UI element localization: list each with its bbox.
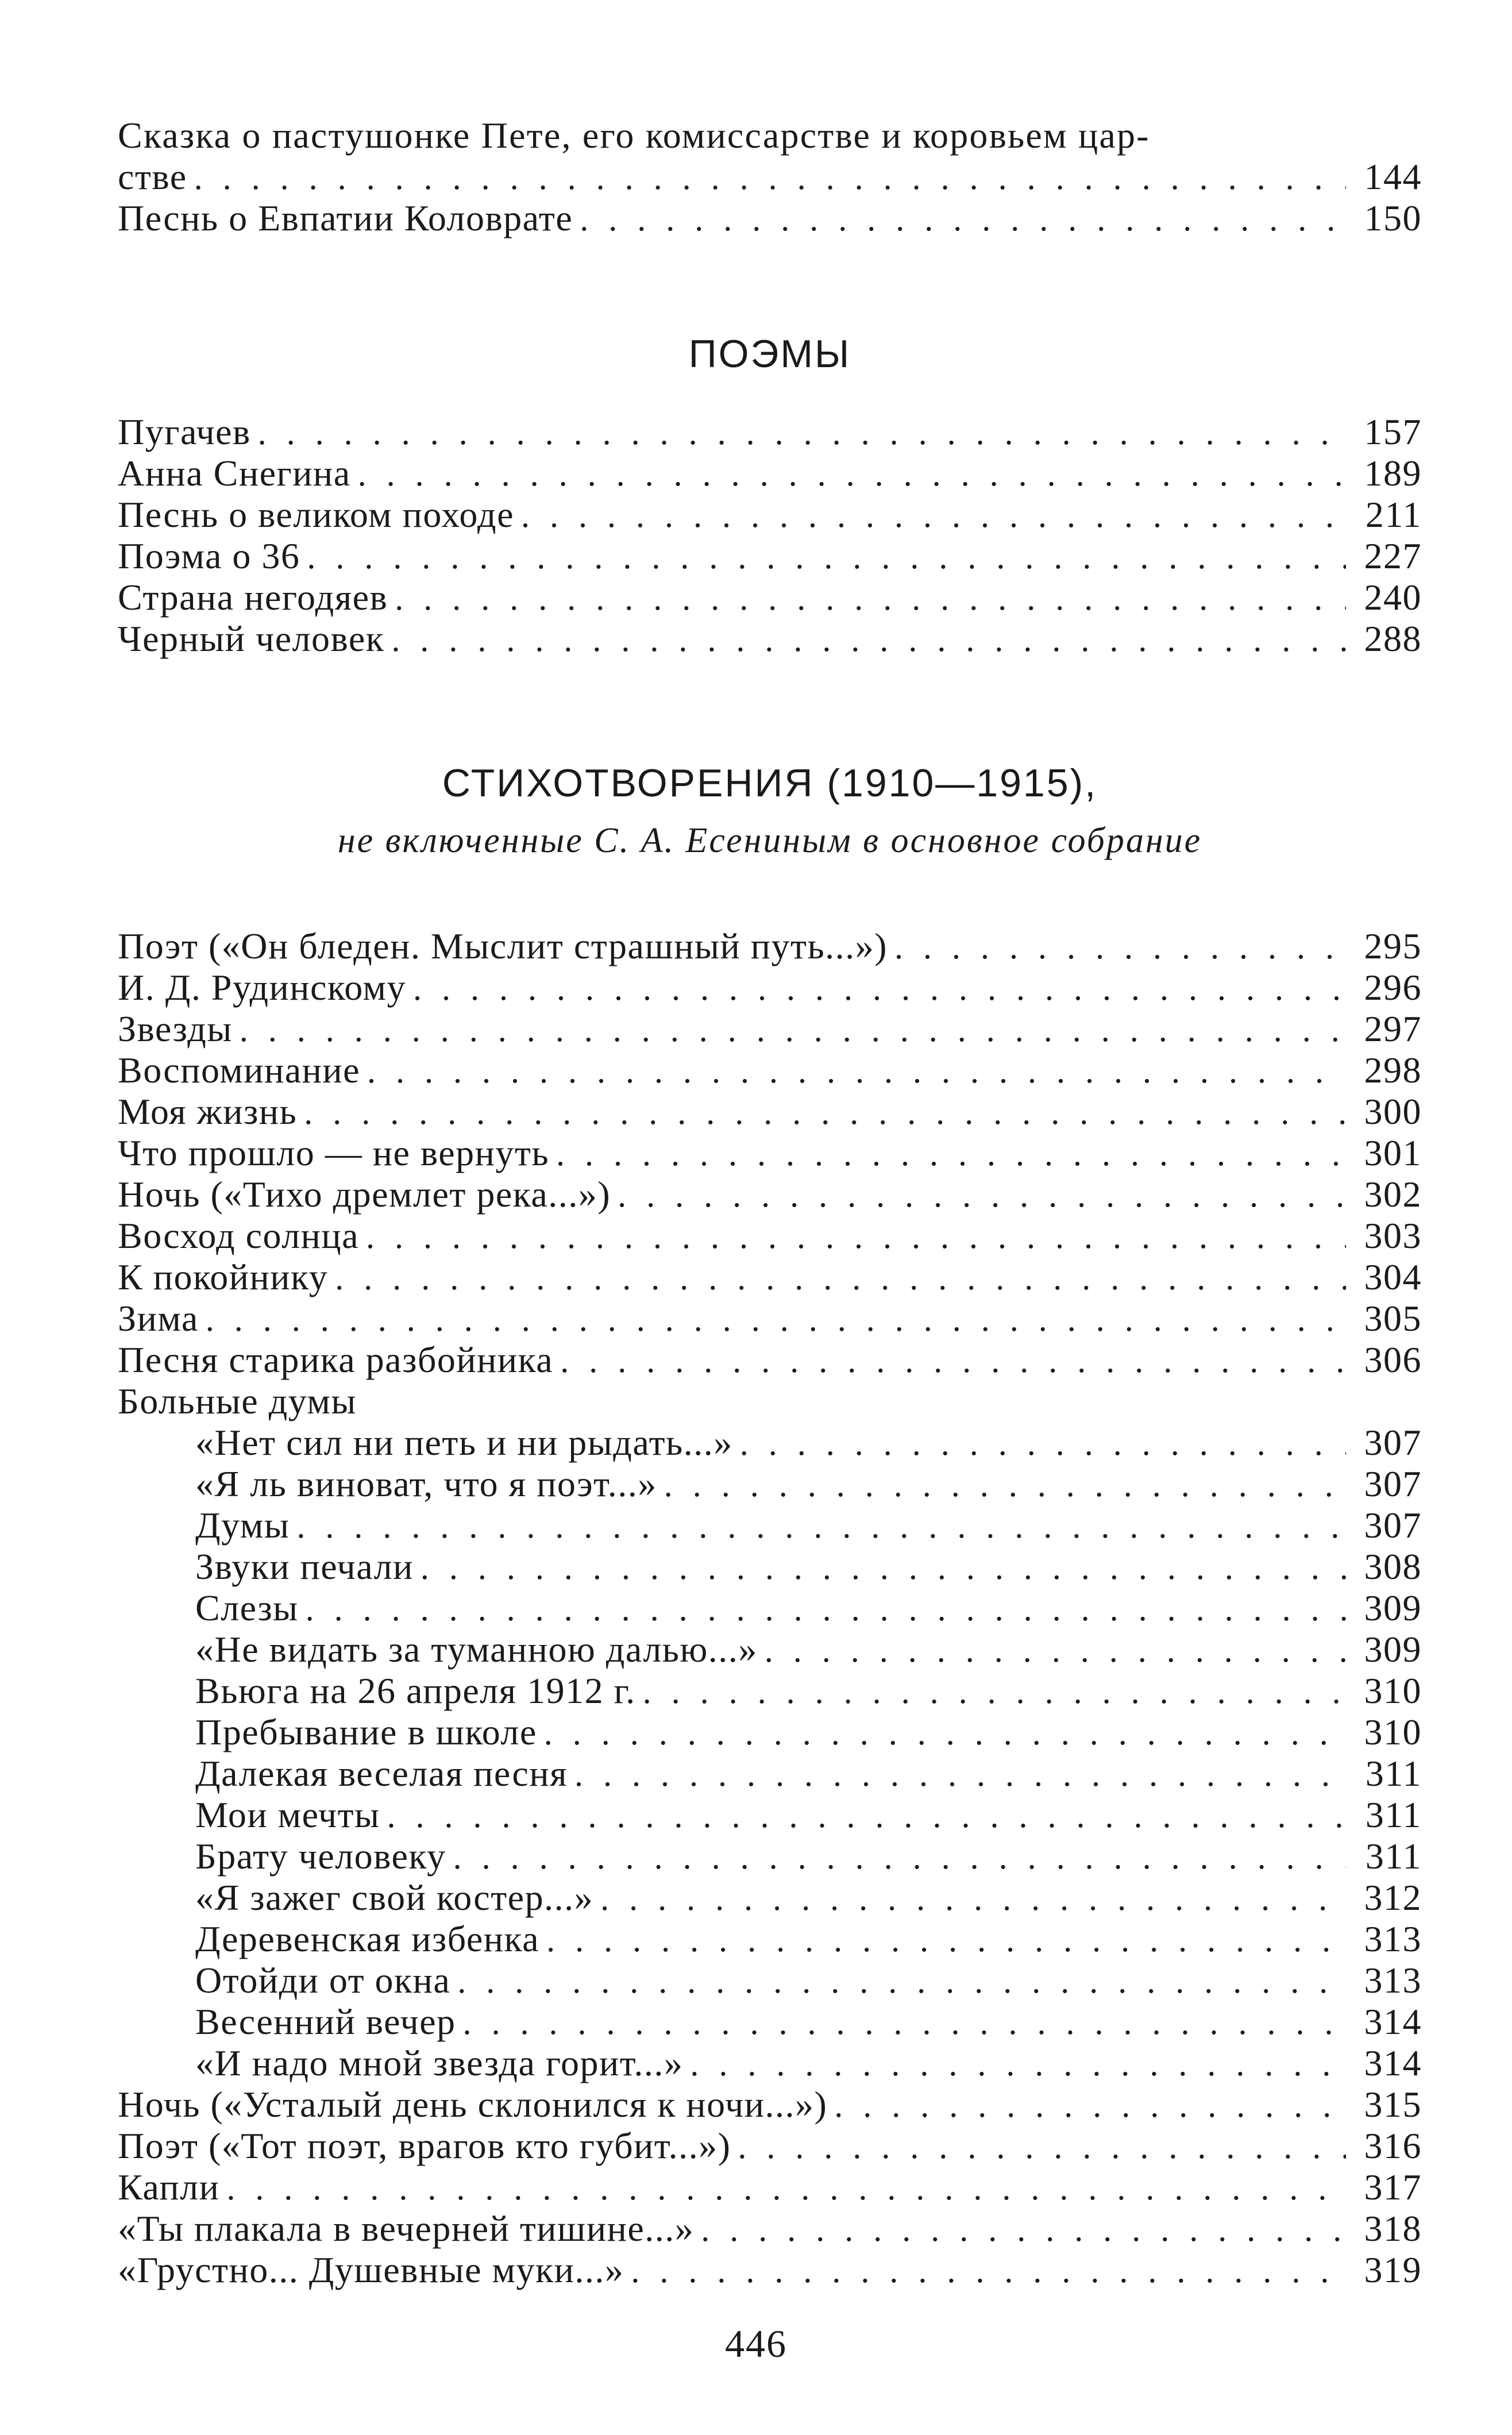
toc-entry-title: «Нет сил ни петь и ни рыдать...» xyxy=(195,1422,733,1463)
toc-entry-page: 301 xyxy=(1364,1132,1422,1173)
leader-dots xyxy=(664,1464,1346,1505)
page-number: 446 xyxy=(725,2322,787,2365)
toc-entry-title: Что прошло — не вернуть xyxy=(118,1132,549,1173)
toc-subentry xyxy=(118,1960,1422,2001)
leader-dots xyxy=(544,1712,1346,1754)
toc-entry-page: 150 xyxy=(1364,198,1422,238)
leader-dots xyxy=(631,2250,1346,2291)
section-subheading: не включенные С. А. Есениным в основное собрание xyxy=(337,821,1202,860)
toc-subentry xyxy=(118,2043,1422,2084)
leader-dots xyxy=(413,968,1346,1009)
toc-entry-title: «Я ль виноват, что я поэт...» xyxy=(195,1463,657,1504)
toc-entry xyxy=(118,967,1422,1008)
toc-subentry xyxy=(118,1794,1422,1836)
toc-entry-page: 310 xyxy=(1364,1712,1422,1752)
leader-dots xyxy=(643,1671,1346,1712)
toc-entry-page: 307 xyxy=(1364,1422,1422,1463)
leader-dots xyxy=(304,1092,1346,1133)
toc-entry-page: 313 xyxy=(1364,1960,1422,2001)
toc-entry-title: «Я зажег свой костер...» xyxy=(195,1877,594,1918)
toc-entry-title: Черный человек xyxy=(118,618,385,659)
toc-subentry xyxy=(118,1753,1422,1794)
leader-dots xyxy=(206,1299,1346,1340)
toc-entry xyxy=(118,1008,1422,1050)
toc-entry-title: Ночь («Усталый день склонился к ночи...») xyxy=(118,2084,828,2125)
leader-dots xyxy=(463,2002,1346,2043)
toc-entry-title: Страна негодяев xyxy=(118,577,388,618)
toc-entry-page: 309 xyxy=(1364,1588,1422,1628)
toc-entry-title: «Грустно... Душевные муки...» xyxy=(118,2249,624,2290)
toc-entry-page: 144 xyxy=(1364,156,1422,197)
toc-entry-title: Весенний вечер xyxy=(195,2001,456,2042)
leader-dots xyxy=(453,1836,1346,1878)
toc-entry-page: 311 xyxy=(1365,1836,1422,1877)
toc-entry-page: 189 xyxy=(1364,453,1422,494)
toc-entry-page: 315 xyxy=(1364,2084,1422,2125)
toc-entry-title-line1: Сказка о пастушонке Пете, его комиссарстве и коровьем цар- xyxy=(118,115,1150,156)
toc-subentry xyxy=(118,1712,1422,1753)
toc-entry xyxy=(118,1298,1422,1339)
toc-group-title: Больные думы xyxy=(118,1381,357,1421)
toc-entry xyxy=(118,1215,1422,1257)
leader-dots xyxy=(574,1754,1346,1795)
toc-entry xyxy=(118,1174,1422,1215)
toc-entry-page: 288 xyxy=(1364,618,1422,659)
toc-entry-title: Пребывание в школе xyxy=(195,1712,537,1752)
toc-entry-title: И. Д. Рудинскому xyxy=(118,967,407,1008)
leader-dots xyxy=(580,198,1346,240)
toc-entry xyxy=(118,2208,1422,2249)
toc-entry xyxy=(118,1050,1422,1091)
toc-entry-page: 311 xyxy=(1365,1753,1422,1794)
leader-dots xyxy=(701,2209,1346,2250)
toc-entry xyxy=(118,2249,1422,2291)
leader-dots xyxy=(600,1878,1346,1919)
leader-dots xyxy=(367,1050,1346,1092)
toc-entry-title: Песня старика разбойника xyxy=(118,1339,554,1380)
toc-entry xyxy=(118,453,1422,494)
toc-entry xyxy=(118,1132,1422,1174)
toc-page xyxy=(118,115,1422,2291)
toc-entry xyxy=(118,411,1422,453)
toc-entry-page: 298 xyxy=(1364,1050,1422,1091)
toc-entry-title: Песнь о великом походе xyxy=(118,494,514,535)
toc-entry xyxy=(118,2167,1422,2208)
leader-dots xyxy=(296,1505,1346,1547)
toc-entry-page: 295 xyxy=(1364,926,1422,966)
toc-entry xyxy=(118,2084,1422,2125)
toc-entry-page: 307 xyxy=(1364,1505,1422,1546)
toc-entry-title: Мои мечты xyxy=(195,1794,380,1835)
toc-entry-page: 227 xyxy=(1364,535,1422,576)
toc-entry-page: 317 xyxy=(1364,2167,1422,2207)
toc-entry-page: 312 xyxy=(1364,1877,1422,1918)
toc-entry xyxy=(118,494,1422,535)
toc-entry-page: 302 xyxy=(1364,1174,1422,1215)
toc-subentry xyxy=(118,1505,1422,1546)
leader-dots xyxy=(834,2085,1346,2126)
leader-dots xyxy=(358,453,1346,495)
toc-entry-title: Ночь («Тихо дремлет река...») xyxy=(118,1174,611,1215)
toc-subentry xyxy=(118,1629,1422,1670)
leader-dots xyxy=(765,1629,1346,1671)
toc-entry-title: Поэт («Тот поэт, врагов кто губит...») xyxy=(118,2125,731,2166)
toc-subentry xyxy=(118,1877,1422,1918)
toc-subentry xyxy=(118,1463,1422,1505)
toc-entry-title: «И надо мной звезда горит...» xyxy=(195,2043,684,2083)
toc-entry-page: 297 xyxy=(1364,1008,1422,1049)
toc-entry-title: стве xyxy=(118,156,187,197)
toc-entry-page: 306 xyxy=(1364,1339,1422,1380)
leader-dots xyxy=(740,1423,1346,1464)
toc-top-group xyxy=(118,115,1422,239)
toc-entry xyxy=(118,1257,1422,1298)
toc-entry-title: Слезы xyxy=(195,1588,299,1628)
toc-entry-page: 307 xyxy=(1364,1463,1422,1504)
leader-dots xyxy=(366,1216,1346,1257)
leader-dots xyxy=(387,1795,1346,1836)
toc-entry xyxy=(118,535,1422,577)
toc-entry-page: 308 xyxy=(1364,1546,1422,1587)
toc-entry-title: Деревенская избенка xyxy=(195,1918,540,1959)
toc-entry xyxy=(118,1091,1422,1132)
toc-entry-page: 296 xyxy=(1364,967,1422,1008)
toc-entry-page: 318 xyxy=(1364,2208,1422,2249)
toc-subentry xyxy=(118,1918,1422,1960)
toc-entry-title: Поэт («Он бледен. Мыслит страшный путь...») xyxy=(118,926,888,966)
toc-entry-title: Пугачев xyxy=(118,411,251,452)
leader-dots xyxy=(306,1588,1346,1629)
leader-dots xyxy=(618,1174,1346,1216)
toc-entry xyxy=(118,577,1422,618)
toc-entry-page: 240 xyxy=(1364,577,1422,618)
leader-dots xyxy=(421,1547,1346,1588)
toc-entry-page: 314 xyxy=(1364,2043,1422,2083)
toc-entry-title: Думы xyxy=(195,1505,290,1546)
toc-subentry xyxy=(118,2001,1422,2043)
section-heading-poems: ПОЭМЫ xyxy=(688,332,851,376)
toc-entry-title: «Не видать за туманною далью...» xyxy=(195,1629,758,1670)
toc-entry-title: Звуки печали xyxy=(195,1546,414,1587)
toc-entry-title: Брату человеку xyxy=(195,1836,446,1877)
toc-entry xyxy=(118,926,1422,967)
toc-entry-title: Моя жизнь xyxy=(118,1091,298,1132)
leader-dots xyxy=(391,619,1346,660)
toc-entry-page: 309 xyxy=(1364,1629,1422,1670)
leader-dots xyxy=(194,157,1346,198)
toc-poems-list xyxy=(118,411,1422,660)
toc-entry-title: Восход солнца xyxy=(118,1215,360,1256)
toc-entry-page: 300 xyxy=(1364,1091,1422,1132)
leader-dots xyxy=(546,1919,1346,1960)
toc-entry-title: Анна Снегина xyxy=(118,453,351,494)
toc-entry-title: Отойди от окна xyxy=(195,1960,451,2001)
toc-entry-page: 157 xyxy=(1364,411,1422,452)
leader-dots xyxy=(258,412,1346,453)
leader-dots xyxy=(307,536,1346,577)
toc-entry-page: 311 xyxy=(1365,1794,1422,1835)
leader-dots xyxy=(395,577,1346,619)
toc-entry-title: К покойнику xyxy=(118,1257,329,1297)
leader-dots xyxy=(335,1257,1346,1299)
toc-subentry xyxy=(118,1836,1422,1877)
toc-entry-title: Далекая веселая песня xyxy=(195,1753,568,1794)
toc-entry xyxy=(118,618,1422,660)
toc-entry-title: Капли xyxy=(118,2167,220,2207)
toc-subentry xyxy=(118,1670,1422,1712)
toc-entry-page: 316 xyxy=(1364,2125,1422,2166)
toc-entry xyxy=(118,1339,1422,1381)
leader-dots xyxy=(738,2126,1346,2167)
toc-entry-page: 314 xyxy=(1364,2001,1422,2042)
leader-dots xyxy=(457,1960,1346,2002)
toc-entry-page: 319 xyxy=(1364,2249,1422,2290)
toc-entry-page: 304 xyxy=(1364,1257,1422,1297)
toc-entry xyxy=(118,198,1422,239)
toc-entry-title: Звезды xyxy=(118,1008,233,1049)
toc-subentry xyxy=(118,1588,1422,1629)
leader-dots xyxy=(690,2043,1346,2085)
toc-entry-page: 310 xyxy=(1364,1670,1422,1711)
toc-entry xyxy=(118,2125,1422,2167)
toc-entry-title: Песнь о Евпатии Коловрате xyxy=(118,198,573,238)
leader-dots xyxy=(560,1340,1346,1381)
toc-subentry xyxy=(118,1422,1422,1463)
leader-dots xyxy=(894,926,1346,968)
toc-entry-title: Зима xyxy=(118,1298,199,1339)
toc-entry-page: 313 xyxy=(1364,1918,1422,1959)
toc-subentry xyxy=(118,1546,1422,1588)
toc-entry-page: 305 xyxy=(1364,1298,1422,1339)
leader-dots xyxy=(521,495,1346,536)
toc-entry-title: Воспоминание xyxy=(118,1050,361,1091)
section-heading-verses: СТИХОТВОРЕНИЯ (1910—1915), xyxy=(442,761,1098,805)
toc-entry-title: «Ты плакала в вечерней тишине...» xyxy=(118,2208,695,2249)
toc-verses-list xyxy=(118,926,1422,2291)
leader-dots xyxy=(556,1133,1346,1174)
toc-entry-page: 303 xyxy=(1364,1215,1422,1256)
toc-entry xyxy=(118,156,1422,198)
leader-dots xyxy=(226,2167,1346,2209)
toc-entry-page: 211 xyxy=(1365,494,1422,535)
toc-entry-title: Вьюга на 26 апреля 1912 г. xyxy=(195,1670,636,1711)
leader-dots xyxy=(240,1009,1346,1050)
toc-entry-title: Поэма о 36 xyxy=(118,535,300,576)
